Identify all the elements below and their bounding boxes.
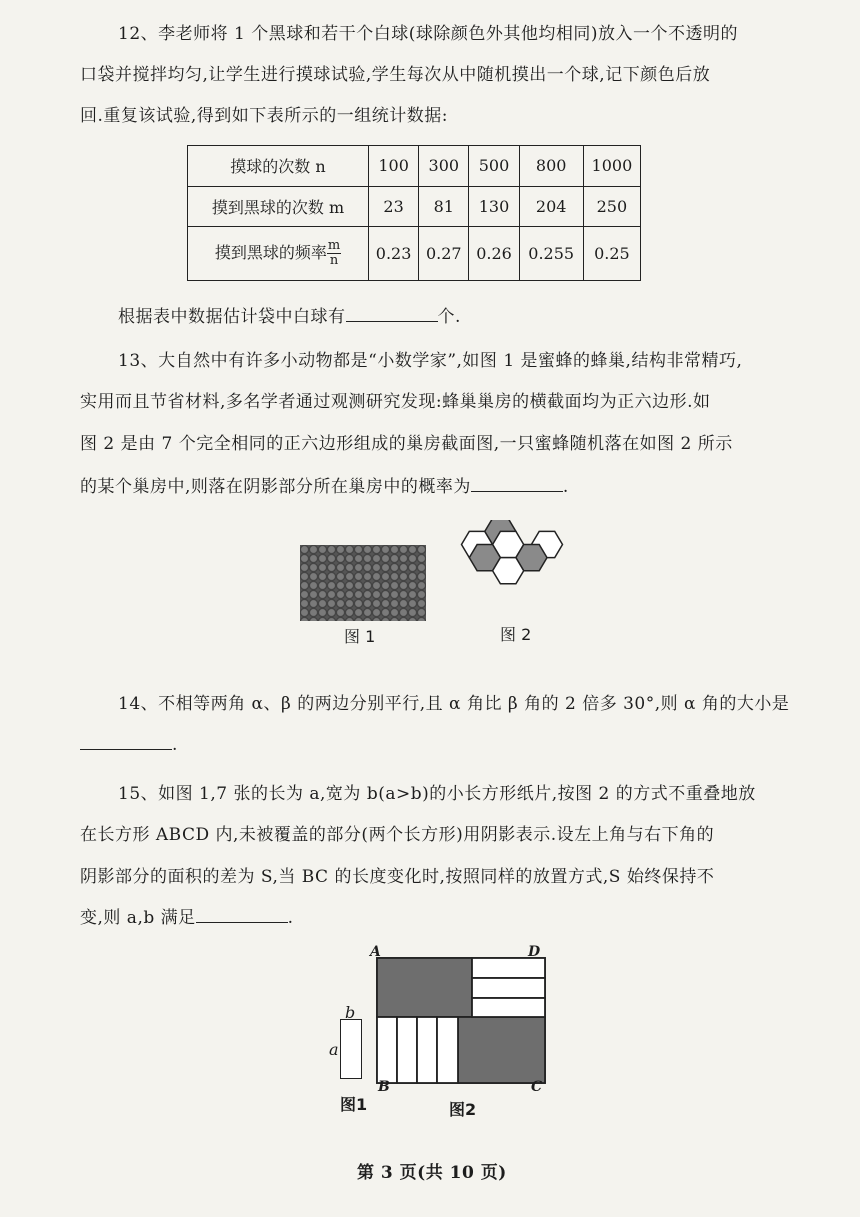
table-cell: 130 — [469, 186, 519, 227]
table-cell: 81 — [419, 186, 469, 227]
q12-line-3: 回.重复该试验,得到如下表所示的一组统计数据: — [80, 106, 449, 126]
q14-line-2-end: . — [172, 735, 178, 755]
bottom-strip-3 — [417, 1017, 437, 1083]
q15-line-3: 阴影部分的面积的差为 S,当 BC 的长度变化时,按照同样的放置方式,S 始终保持不 — [80, 867, 715, 887]
corner-label-c: C — [531, 1079, 543, 1095]
fraction-denominator: n — [329, 253, 339, 268]
table-cell: 0.25 — [583, 227, 640, 281]
label-b: b — [345, 1003, 356, 1022]
q15-line-4-text: 变,则 a,b 满足 — [80, 908, 196, 928]
q15-fig1-caption: 图1 — [340, 1095, 368, 1114]
q13-line-3: 图 2 是由 7 个完全相同的正六边形组成的巢房截面图,一只蜜蜂随机落在如图 2 所示 — [80, 434, 733, 454]
q12-answer-blank — [346, 320, 438, 322]
q12-answer-suffix: 个. — [437, 307, 461, 327]
q13-fig2-caption: 图 2 — [500, 625, 532, 644]
top-strip-2 — [472, 978, 545, 998]
q12-line-1: 12、李老师将 1 个黑球和若干个白球(球除颜色外其他均相同)放入一个不透明的 — [118, 24, 739, 44]
table-cell: 250 — [583, 186, 640, 227]
q15-line-2: 在长方形 ABCD 内,未被覆盖的部分(两个长方形)用阴影表示.设左上角与右下角的 — [80, 825, 715, 845]
bottom-strip-4 — [437, 1017, 458, 1083]
label-a: a — [329, 1040, 339, 1059]
q12-answer-line — [118, 302, 461, 327]
rectangle-abcd-figure — [376, 957, 548, 1087]
q15-answer-blank — [196, 921, 288, 923]
bottom-strip-2 — [397, 1017, 417, 1083]
table-cell: 204 — [519, 186, 583, 227]
honeycomb-photo — [300, 545, 426, 621]
q14-line-1: 14、不相等两角 α、β 的两边分别平行,且 α 角比 β 角的 2 倍多 30°,则 α 角的大小是 — [118, 694, 790, 714]
q13-line-4 — [80, 472, 569, 497]
hexagon-cell-bottom — [493, 558, 524, 584]
fraction-m-over-n — [327, 239, 341, 268]
q12-line-2: 口袋并搅拌均匀,让学生进行摸球试验,学生每次从中随机摸出一个球,记下颜色后放 — [80, 65, 711, 85]
corner-label-b: B — [378, 1079, 390, 1095]
q14-line-2 — [80, 735, 178, 755]
row-label-draws: 摸球的次数 n — [188, 146, 369, 187]
shaded-bottom-right — [458, 1017, 545, 1083]
table-cell: 1000 — [583, 146, 640, 187]
row-label-frequency — [188, 227, 369, 281]
table-cell: 100 — [369, 146, 419, 187]
q13-line-1: 13、大自然中有许多小动物都是“小数学家”,如图 1 是蜜蜂的蜂巢,结构非常精巧, — [118, 351, 743, 371]
table-cell: 500 — [469, 146, 519, 187]
q15-line-4-end: . — [287, 908, 294, 928]
table-row — [188, 146, 641, 187]
table-cell: 0.23 — [369, 227, 419, 281]
frequency-label: 摸到黑球的频率 — [214, 243, 327, 262]
corner-label-a: A — [370, 944, 381, 960]
table-cell: 0.27 — [419, 227, 469, 281]
table-row — [188, 186, 641, 227]
table-cell: 300 — [419, 146, 469, 187]
q13-line-2: 实用而且节省材料,多名学者通过观测研究发现:蜂巢巢房的横截面均为正六边形.如 — [80, 392, 711, 412]
top-strip-1 — [472, 958, 545, 978]
small-rectangle-figure — [340, 1019, 362, 1079]
shaded-top-left — [377, 958, 472, 1017]
q13-line-4-text: 的某个巢房中,则落在阴影部分所在巢房中的概率为 — [80, 477, 471, 497]
table-row — [188, 227, 641, 281]
page-footer: 第 3 页(共 10 页) — [357, 1163, 507, 1183]
table-cell: 0.26 — [469, 227, 519, 281]
stats-table — [187, 145, 641, 281]
fraction-numerator: m — [327, 238, 341, 253]
q15-line-4 — [80, 903, 294, 928]
q15-fig2-caption: 图2 — [449, 1100, 477, 1119]
q13-answer-blank — [471, 490, 563, 492]
q14-answer-blank — [80, 748, 172, 750]
table-cell: 0.255 — [519, 227, 583, 281]
bottom-strip-1 — [377, 1017, 397, 1083]
top-strip-3 — [472, 998, 545, 1017]
table-cell: 800 — [519, 146, 583, 187]
q13-line-4-end: . — [562, 477, 569, 497]
q13-fig1-caption: 图 1 — [344, 627, 376, 646]
row-label-black-count: 摸到黑球的次数 m — [188, 186, 369, 227]
q12-answer-prefix: 根据表中数据估计袋中白球有 — [118, 307, 346, 327]
hexagon-figure — [455, 520, 570, 620]
table-cell: 23 — [369, 186, 419, 227]
corner-label-d: D — [528, 944, 541, 960]
q15-line-1: 15、如图 1,7 张的长为 a,宽为 b(a>b)的小长方形纸片,按图 2 的方式不重叠地放 — [118, 784, 756, 804]
